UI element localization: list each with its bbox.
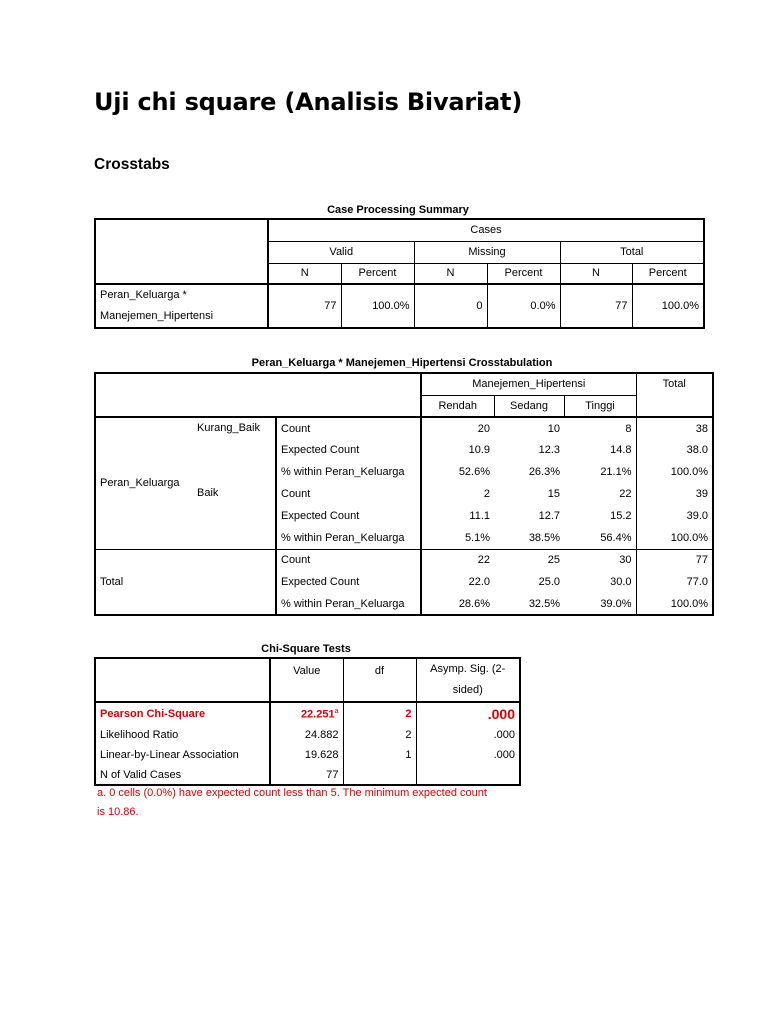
crosstab-cell: 30.0 bbox=[564, 571, 636, 593]
test-label: Likelihood Ratio bbox=[95, 725, 270, 745]
crosstab-cell: 100.0% bbox=[636, 461, 713, 483]
test-df: 1 bbox=[343, 745, 416, 765]
test-value bbox=[270, 725, 343, 745]
col-header-rendah: Rendah bbox=[421, 395, 494, 417]
crosstab-cell: 14.8 bbox=[564, 439, 636, 461]
stat-label: Expected Count bbox=[276, 439, 421, 461]
case-summary-corner bbox=[95, 219, 268, 284]
stat-label: Count bbox=[276, 483, 421, 505]
row-label-line-2: Manejemen_Hipertensi bbox=[100, 310, 214, 322]
percent-header: Percent bbox=[341, 263, 414, 284]
crosstab-cell: 26.3% bbox=[528, 466, 561, 478]
crosstab-cell: 39 bbox=[636, 483, 713, 505]
crosstab-cell: 25 bbox=[547, 554, 561, 567]
crosstab-cell: 22.0 bbox=[468, 576, 491, 588]
missing-header: Missing bbox=[414, 241, 560, 263]
test-value-text: 77 bbox=[326, 768, 339, 781]
crosstab-cell: 5.1% bbox=[421, 527, 494, 549]
value-header: Value bbox=[270, 658, 343, 702]
stat-label: Count bbox=[276, 549, 421, 571]
crosstab-cell: 28.6% bbox=[421, 593, 494, 615]
test-sig bbox=[416, 765, 520, 785]
crosstab-cell: 39.0 bbox=[636, 505, 713, 527]
crosstab-cell: 100.0% bbox=[636, 527, 713, 549]
test-df bbox=[343, 765, 416, 785]
sig-header-line-2: sided) bbox=[452, 684, 483, 696]
stat-label: Expected Count bbox=[276, 571, 421, 593]
col-header-sedang: Sedang bbox=[494, 395, 564, 417]
test-sig: .000 bbox=[416, 745, 520, 765]
df-header: df bbox=[343, 658, 416, 702]
crosstab-cell: 15.2 bbox=[564, 505, 636, 527]
test-label: Pearson Chi-Square bbox=[95, 702, 270, 725]
col-var-header: Manejemen_Hipertensi bbox=[421, 373, 636, 395]
crosstab-cell: 22 bbox=[477, 554, 491, 567]
crosstab-table bbox=[94, 372, 714, 616]
crosstab-cell: 22 bbox=[564, 483, 636, 505]
test-value-text: 22.251 bbox=[300, 708, 335, 721]
stat-label: Expected Count bbox=[276, 505, 421, 527]
chisq-corner bbox=[95, 658, 270, 702]
crosstab-cell: 12.7 bbox=[538, 510, 561, 522]
n-header: N bbox=[560, 263, 632, 284]
crosstab-cell: 21.1% bbox=[564, 461, 636, 483]
crosstab-cell: 77 bbox=[636, 549, 713, 571]
crosstab-cell: 38.0 bbox=[636, 439, 713, 461]
crosstab-cell: 11.1 bbox=[469, 510, 491, 522]
crosstab-cell: 2 bbox=[483, 488, 491, 500]
crosstab-cell: 8 bbox=[564, 417, 636, 439]
row-var-label: Peran_Keluarga bbox=[95, 417, 193, 549]
crosstab-cell: 25.0 bbox=[538, 576, 561, 588]
value-cell: 77 bbox=[560, 284, 632, 328]
chisq-caption: Chi-Square Tests bbox=[261, 643, 351, 655]
test-label: N of Valid Cases bbox=[95, 765, 270, 785]
test-label: Linear-by-Linear Association bbox=[95, 745, 270, 765]
crosstab-cell: 30 bbox=[564, 549, 636, 571]
total-row-label: Total bbox=[95, 549, 276, 615]
value-cell: 100.0% bbox=[632, 284, 704, 328]
row-label-line-1: Peran_Keluarga * bbox=[100, 289, 187, 301]
value-cell: 0.0% bbox=[487, 284, 560, 328]
crosstab-cell: 77.0 bbox=[636, 571, 713, 593]
crosstab-cell: 100.0% bbox=[636, 593, 713, 615]
test-df: 2 bbox=[343, 702, 416, 725]
crosstab-cell: 56.4% bbox=[564, 527, 636, 549]
test-value bbox=[270, 702, 343, 725]
percent-header: Percent bbox=[632, 263, 704, 284]
crosstab-cell: 12.3 bbox=[538, 444, 561, 456]
stat-label: % within Peran_Keluarga bbox=[276, 461, 421, 483]
footnote-line-1: a. 0 cells (0.0%) have expected count less than 5. The minimum expected count bbox=[97, 787, 487, 799]
test-value-text: 19.628 bbox=[304, 749, 339, 761]
sig-header bbox=[416, 658, 520, 702]
chisq-table bbox=[94, 657, 521, 786]
footnote-line-2: is 10.86. bbox=[97, 806, 139, 818]
test-value bbox=[270, 765, 343, 785]
n-header: N bbox=[268, 263, 341, 284]
cases-header: Cases bbox=[268, 219, 704, 241]
section-title: Crosstabs bbox=[94, 156, 170, 173]
crosstab-cell: 39.0% bbox=[564, 593, 636, 615]
crosstab-cell: 10.9 bbox=[468, 444, 491, 456]
value-cell: 100.0% bbox=[341, 284, 414, 328]
crosstab-caption: Peran_Keluarga * Manejemen_Hipertensi Crosstabulation bbox=[251, 357, 553, 369]
crosstab-cell: 38.5% bbox=[494, 527, 564, 549]
sig-header-line-1: Asymp. Sig. (2- bbox=[430, 663, 506, 675]
stat-label: % within Peran_Keluarga bbox=[276, 527, 421, 549]
crosstab-cell: 15 bbox=[547, 488, 561, 500]
value-cell: 77 bbox=[268, 284, 341, 328]
case-summary-row-label bbox=[95, 284, 268, 328]
total-header: Total bbox=[560, 241, 704, 263]
stat-label: % within Peran_Keluarga bbox=[276, 593, 421, 615]
crosstab-corner bbox=[95, 373, 421, 417]
total-col-header: Total bbox=[636, 373, 713, 417]
case-summary-table bbox=[94, 218, 705, 329]
col-header-tinggi: Tinggi bbox=[564, 395, 636, 417]
group-label: Baik bbox=[193, 483, 276, 549]
test-sig: .000 bbox=[416, 725, 520, 745]
crosstab-cell: 20 bbox=[477, 422, 491, 435]
page-title: Uji chi square (Analisis Bivariat) bbox=[94, 88, 523, 116]
n-header: N bbox=[414, 263, 487, 284]
crosstab-cell: 52.6% bbox=[458, 466, 491, 478]
test-value-text: 24.882 bbox=[304, 729, 339, 741]
value-cell: 0 bbox=[414, 284, 487, 328]
crosstab-cell: 32.5% bbox=[494, 593, 564, 615]
crosstab-cell: 38 bbox=[636, 417, 713, 439]
percent-header: Percent bbox=[487, 263, 560, 284]
case-summary-caption: Case Processing Summary bbox=[327, 204, 469, 216]
stat-label: Count bbox=[276, 417, 421, 439]
test-value bbox=[270, 745, 343, 765]
crosstab-cell: 10 bbox=[547, 422, 561, 435]
test-sig: .000 bbox=[416, 702, 520, 725]
valid-header: Valid bbox=[268, 241, 414, 263]
footnote-marker: a bbox=[334, 707, 339, 715]
group-label: Kurang_Baik bbox=[193, 417, 276, 483]
test-df: 2 bbox=[343, 725, 416, 745]
